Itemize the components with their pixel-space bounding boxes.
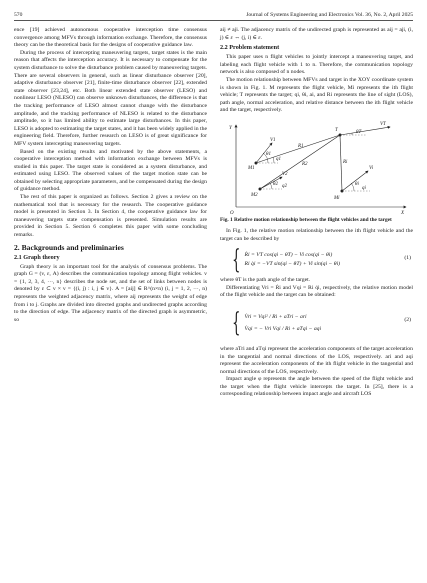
paragraph: Based on the existing results and motivated by the above statements, a cooperative interception method with information exchange between MFVs is studied in this paper. The target state is considered as a system disturbance, and estimated using LESO. The observed values of the target motion state can be obtained by selecting appropriate parameters, and be compensated during the design of guidance method.	[14, 148, 207, 193]
label: θT	[356, 129, 362, 135]
paragraph: Impact angle φ represents the angle between the speed of the flight vehicle and the target when the flight vehicle intercepts the target. In [25], there is a corresponding relationship between impact angle and aircraft LOS	[220, 376, 413, 398]
paragraph: where θT is the path angle of the target.	[220, 277, 311, 284]
caption-text: Relative motion relationship between the flight vehicles and the target	[233, 216, 392, 223]
paragraph: where aTri and aTqi represent the acceleration components of the target acceleration in the tangential and normal directions of the LOS, respectively. ari and aqi represent the acceleration components of the ith flight vehicle in the tangential and normal directions of the LOS, respectively.	[220, 345, 413, 375]
figure-1	[220, 119, 413, 215]
equation-1: { Ṙi = VT cos(qi − θT) − Vi cos(qi − θi) Ri q̇i = −VT sin(qi − θT) + Vi sin(qi − θi) (1)	[232, 245, 411, 276]
page-number: 570	[14, 12, 23, 18]
section-title: 2. Backgrounds and preliminaries	[14, 242, 124, 252]
label-y: Y	[229, 125, 232, 131]
label: VT	[380, 121, 386, 127]
paragraph: Differentiating Vri = Ṙi and Vqi = Ri q̇i, respectively, the relative motion model of the flight vehicle and the target can be obtained:	[220, 284, 413, 299]
motion-diagram	[220, 119, 413, 215]
subsection-title: 2.2 Problem statement	[220, 44, 280, 52]
caption-label: Fig. 1	[220, 216, 233, 223]
equation-2: { V̇ri = Vqi² / Ri + aTri − ari V̇qi = − Vri Vqi / Ri + aTqi − aqi (2)	[232, 307, 411, 338]
figure-caption	[220, 217, 413, 224]
paragraph: In Fig. 1, the relative motion relationship between the ith flight vehicle and the target can be described by	[220, 227, 413, 242]
right-column	[220, 27, 413, 399]
paragraph: Graph theory is an important tool for the analysis of consensus problems. The graph G = (v, ε, A) describes the communication topology among flight vehicles. v = {1, 2, 3, 4, ···, n} describes the node set, and the set of links between nodes is denoted by ε ⊂ v × v = {(i, j) : i, j ∈ v}. A = [aij] ∈ R^(n×n) (i, j = 1, 2, ···, n) represents the weighted adjacency matrix, where aij represents the weight of edge from i to j. Graphs are divided into directed graphs and undirected graphs according to the direction of edge. The adjacency matrix of the directed graph is asymmetric, so	[14, 263, 207, 323]
paragraph: The motion relationship between MFVs and target in the XOY coordinate system is shown in Fig. 1. M represents the flight vehicle, Mi represents the ith flight vehicle; T represents the target; qi, θi, ai, and Ri represents the line of sight (LOS), path angle, normal acceleration, and relative distance between the ith flight vehicle and the target, respectively.	[220, 76, 413, 114]
paragraph: This paper uses n flight vehicles to jointly intercept a maneuvering target, and labeling each flight vehicle with 1 to n. Therefore, the communication topology network is also composed of n nodes.	[220, 54, 413, 76]
journal-title: Journal of Systems Engineering and Electronics Vol. 36, No. 2, April 2025	[246, 12, 413, 18]
equation-line: Ṙi = VT cos(qi − θT) − Vi cos(qi − θi)	[244, 252, 333, 259]
equation-number: (1)	[404, 255, 411, 262]
paragraph: During the process of intercepting maneuvering targets, target states is the main reason that affects the interception accuracy. It is necessary to compensate for the system disturbance to solve the disturbance problem caused by maneuvering targets. There are several observers in general, such as linear disturbance observer [20], adaptive disturbance observer [21], finite-time disturbance observer [22], extended state observer [23,24], etc. Both linear extended state observer (LESO) and nonlinear LESO (NLESO) can observe unknown disturbances, the difference is that the tracking performance of LESO almost cannot change with the disturbance amplitude, and the tracking performance of NLESO is related to the disturbance amplitude, so it has limited ability to estimate large disturbances. In this paper, LESO is adopted to estimating the target states, and it has been widely applied in the engineering field. Therefore, further research on LESO is of great significance for MFV system intercepting maneuvering targets.	[14, 49, 207, 147]
label: R2	[302, 161, 308, 167]
paragraph: The rest of this paper is organized as follows. Section 2 gives a review on the mathematical tool that is necessary for the research. The cooperative guidance model is presented in Section 3. In Section 4, the cooperative guidance law for maneuvering targets state compensation is presented. Simulation results are provided in Section 5. Section 6 completes this paper with some concluding remarks.	[14, 194, 207, 239]
label: θ1	[266, 151, 271, 157]
label: θ2	[273, 181, 278, 187]
label-target: T	[335, 127, 338, 133]
label: qi	[362, 185, 366, 191]
left-column	[14, 27, 207, 324]
subsection-title: 2.1 Graph theory	[14, 253, 60, 261]
label: M2	[251, 192, 258, 198]
label: M1	[248, 165, 255, 171]
label-x: X	[401, 210, 405, 215]
paragraph: aij ≠ aji. The adjacency matrix of the undirected graph is represented as aij = aji, (i, j) ∈ ε ⇔ (j, i) ∈ ε.	[220, 27, 413, 41]
equation-line: V̇qi = − Vri Vqi / Ri + aTqi − aqi	[244, 325, 322, 332]
label: Ri	[343, 159, 348, 165]
target-velocity	[340, 127, 390, 135]
label: q1	[276, 156, 281, 162]
running-header	[14, 11, 413, 21]
label: V1	[270, 137, 276, 143]
velocity-2	[260, 177, 282, 189]
label: Vi	[369, 165, 374, 171]
paragraph: ence [19] achieved autonomous cooperative interception time consensus convergence among MFVs through information exchange. Therefore, the consensus theory can be the theoretical basis for the designs of cooperative guidance law.	[14, 27, 207, 49]
label: V2	[282, 171, 288, 177]
equation-line: Ri q̇i = −VT sin(qi − θT) + Vi sin(qi − θi)	[244, 261, 341, 268]
los-i	[340, 135, 342, 191]
equation-number: (2)	[404, 316, 411, 323]
label: q2	[282, 183, 287, 189]
los-1	[256, 135, 340, 163]
label: R1	[298, 143, 304, 149]
label: Mi	[334, 195, 340, 201]
equation-line: V̇ri = Vqi² / Ri + aTri − ari	[244, 313, 307, 320]
label: θi	[355, 181, 359, 187]
label-origin: O	[230, 210, 234, 215]
